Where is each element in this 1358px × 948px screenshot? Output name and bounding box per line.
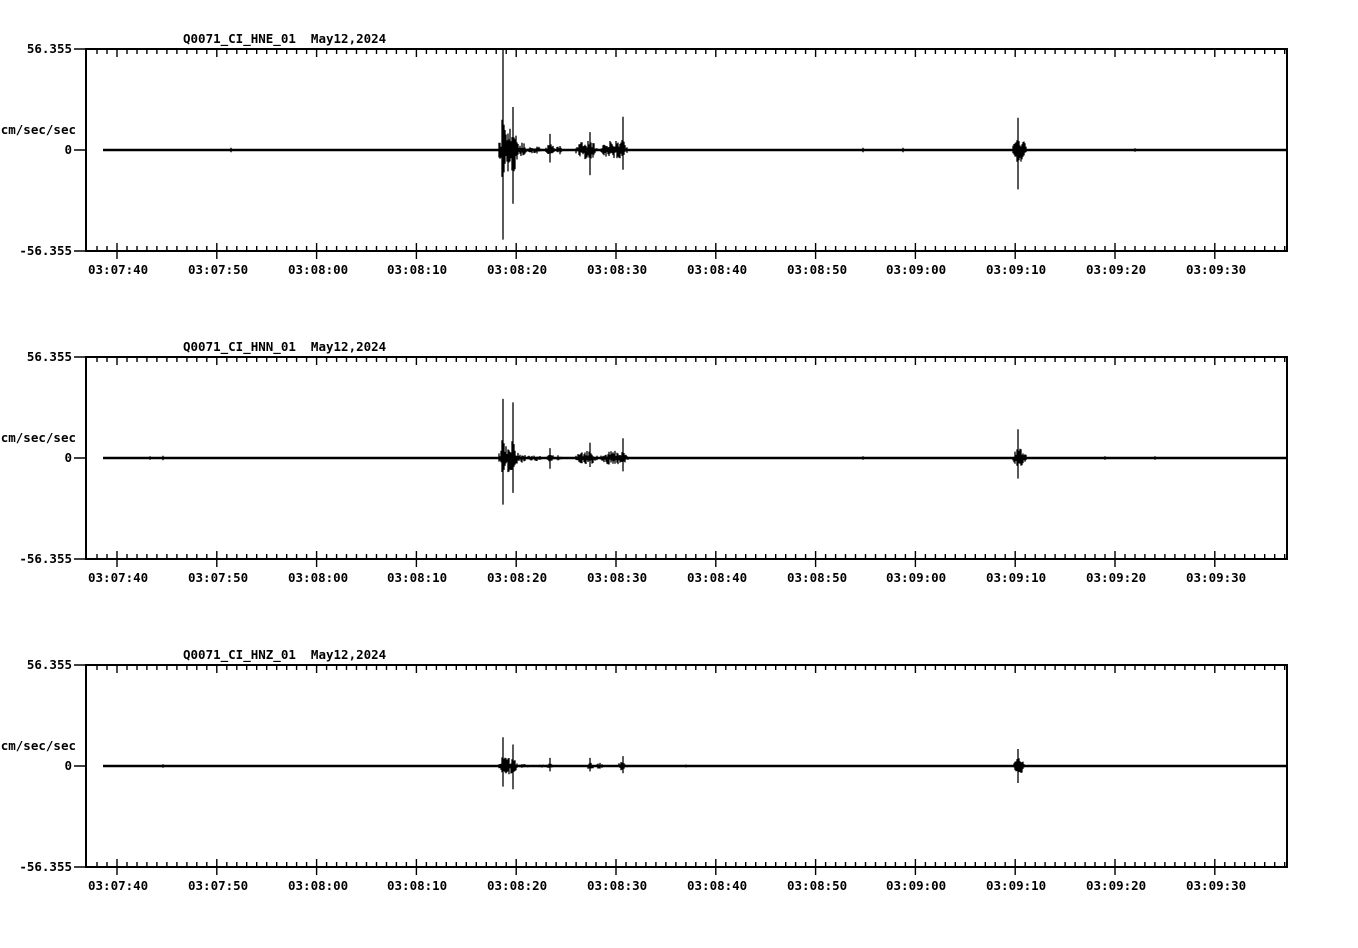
- y-axis-units-label: cm/sec/sec: [0, 122, 76, 137]
- x-tick-label: 03:08:10: [387, 262, 448, 277]
- x-tick-label: 03:09:10: [986, 570, 1047, 585]
- y-axis-units-label: cm/sec/sec: [0, 430, 76, 445]
- x-tick-label: 03:08:20: [487, 878, 548, 893]
- x-tick-label: 03:09:00: [886, 570, 947, 585]
- x-tick-label: 03:07:50: [188, 878, 249, 893]
- x-tick-label: 03:09:20: [1086, 878, 1147, 893]
- x-tick-label: 03:09:00: [886, 878, 947, 893]
- x-tick-label: 03:09:20: [1086, 262, 1147, 277]
- x-tick-label: 03:07:50: [188, 570, 249, 585]
- x-axis-labels: [0, 646, 1358, 948]
- x-tick-label: 03:09:20: [1086, 570, 1147, 585]
- x-tick-label: 03:08:40: [687, 262, 748, 277]
- x-tick-label: 03:08:40: [687, 570, 748, 585]
- x-tick-label: 03:08:20: [487, 570, 548, 585]
- x-tick-label: 03:09:10: [986, 262, 1047, 277]
- seismogram-panel-hnz: [0, 646, 1358, 948]
- x-tick-label: 03:08:50: [787, 262, 848, 277]
- x-tick-label: 03:08:00: [288, 262, 349, 277]
- x-tick-label: 03:09:30: [1186, 262, 1247, 277]
- x-tick-label: 03:09:00: [886, 262, 947, 277]
- x-axis-labels: [0, 338, 1358, 640]
- x-tick-label: 03:08:40: [687, 878, 748, 893]
- y-axis-zero-label: 0: [64, 142, 72, 157]
- trace-title: Q0071_CI_HNE_01 May12,2024: [183, 31, 387, 46]
- y-axis-zero-label: 0: [64, 758, 72, 773]
- x-tick-label: 03:08:00: [288, 570, 349, 585]
- y-axis-max-label: 56.355: [26, 349, 72, 364]
- x-tick-label: 03:08:50: [787, 570, 848, 585]
- x-tick-label: 03:08:50: [787, 878, 848, 893]
- x-tick-label: 03:07:40: [88, 878, 149, 893]
- x-axis-labels: [0, 30, 1358, 332]
- x-tick-label: 03:07:40: [88, 570, 149, 585]
- y-axis-max-label: 56.355: [26, 657, 72, 672]
- x-tick-label: 03:08:30: [587, 262, 648, 277]
- x-tick-label: 03:08:00: [288, 878, 349, 893]
- x-tick-label: 03:07:40: [88, 262, 149, 277]
- x-tick-label: 03:08:10: [387, 878, 448, 893]
- x-tick-label: 03:08:30: [587, 878, 648, 893]
- x-tick-label: 03:08:20: [487, 262, 548, 277]
- x-tick-label: 03:08:10: [387, 570, 448, 585]
- y-axis-min-label: -56.355: [19, 859, 72, 874]
- x-tick-label: 03:07:50: [188, 262, 249, 277]
- y-axis-min-label: -56.355: [19, 551, 72, 566]
- y-axis-units-label: cm/sec/sec: [0, 738, 76, 753]
- seismogram-panel-hnn: [0, 338, 1358, 640]
- x-tick-label: 03:09:30: [1186, 570, 1247, 585]
- x-tick-label: 03:09:10: [986, 878, 1047, 893]
- seismogram-panel-hne: [0, 30, 1358, 332]
- y-axis-max-label: 56.355: [26, 41, 72, 56]
- x-tick-label: 03:08:30: [587, 570, 648, 585]
- y-axis-min-label: -56.355: [19, 243, 72, 258]
- trace-title: Q0071_CI_HNZ_01 May12,2024: [183, 647, 387, 662]
- y-axis-zero-label: 0: [64, 450, 72, 465]
- x-tick-label: 03:09:30: [1186, 878, 1247, 893]
- trace-title: Q0071_CI_HNN_01 May12,2024: [183, 339, 387, 354]
